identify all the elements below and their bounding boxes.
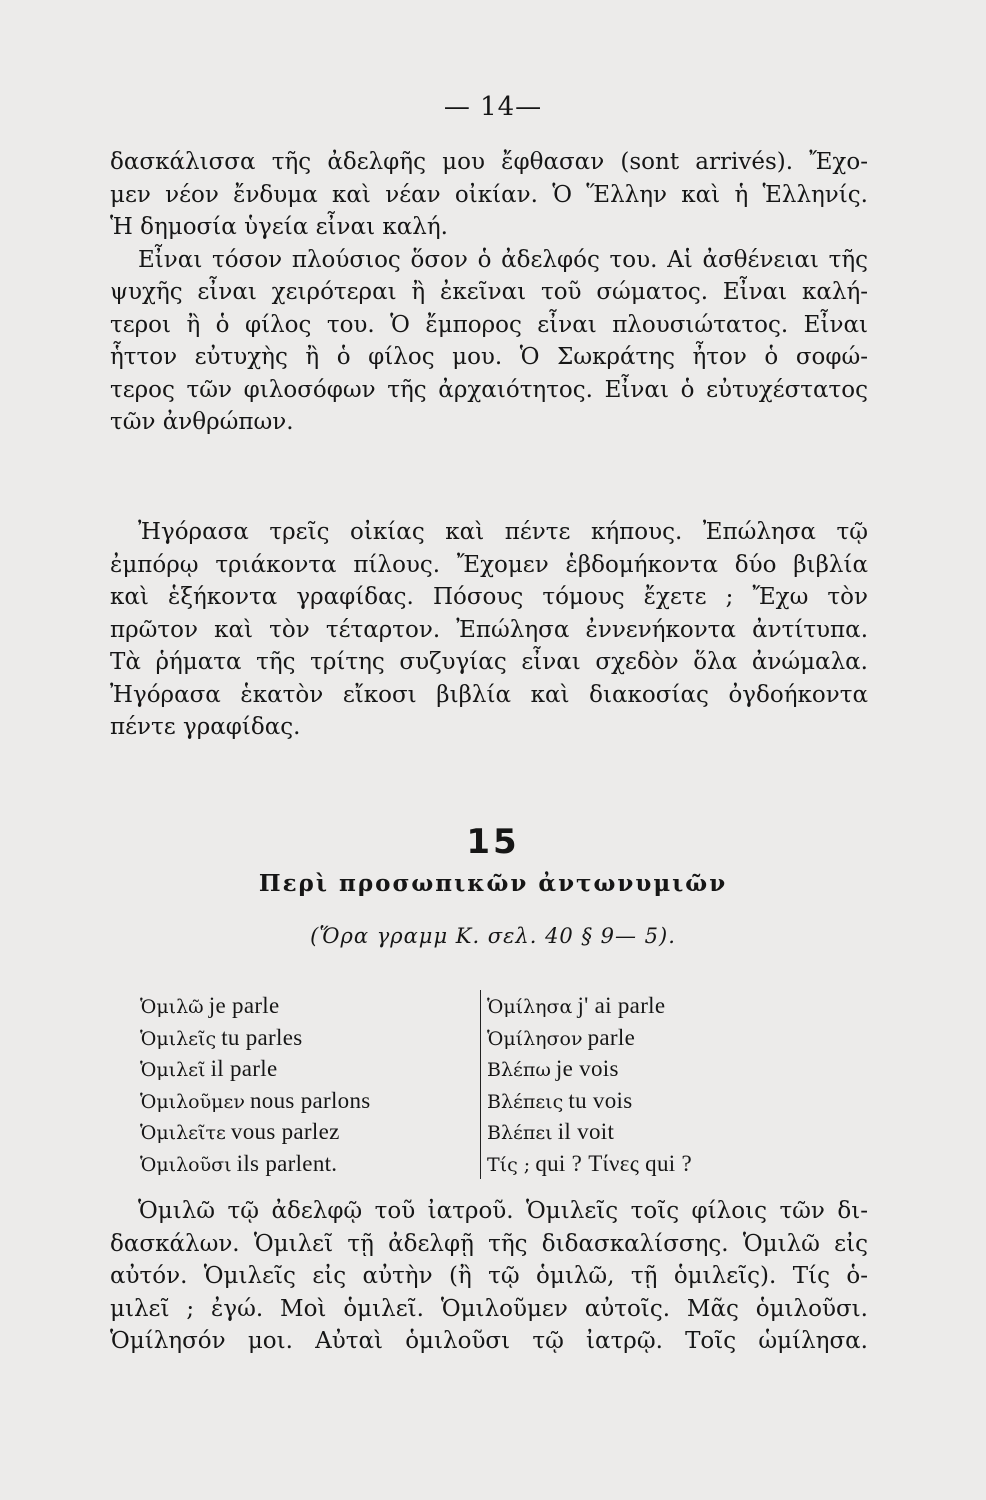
text-line: πρῶτον καὶ τὸν τέταρτον. Ἐπώλησα ἐννενήκοντα ἀντίτυπα. [110, 616, 868, 643]
greek-verb: Ὁμιλεῖς [140, 1027, 217, 1050]
french-translation: j' ai parle [577, 993, 666, 1018]
conjugation-row [140, 990, 371, 1022]
greek-verb: Βλέπεις [487, 1090, 564, 1113]
text-line: ψυχῆς εἶναι χειρότεραι ἢ ἐκεῖναι τοῦ σώματος. Εἶναι καλή- [110, 279, 868, 305]
conjugation-row [487, 1085, 692, 1117]
text-line: Ἠγόρασα ἑκατὸν εἴκοσι βιβλία καὶ διακοσίας ὀγδοήκοντα [110, 681, 868, 708]
greek-verb: Ὁμίλησα [487, 996, 573, 1018]
text-line: Ἡ δημοσία ὑγεία εἶναι καλή. [110, 214, 448, 240]
conjugation-row [140, 1085, 371, 1117]
text-line: Ὁμίλησόν μοι. Αὐταὶ ὁμιλοῦσι τῷ ἰατρῷ. Τοῖς ὡμίλησα. [110, 1328, 868, 1354]
paragraph-1 [110, 146, 868, 439]
text-line: Εἶναι τόσον πλούσιος ὅσον ὁ ἀδελφός του. Αἱ ἀσθένειαι τῆς [138, 246, 868, 273]
french-translation: il voit [557, 1119, 615, 1144]
french-translation: tu parles [221, 1024, 303, 1050]
greek-verb: Ὁμιλοῦσι [140, 1153, 232, 1176]
page-number: — 14— [443, 92, 543, 122]
text-line: αὐτόν. Ὁμιλεῖς εἰς αὐτὴν (ἢ τῷ ὁμιλῶ, τῇ ὁμιλεῖς). Τίς ὁ- [110, 1263, 868, 1289]
text-line: πέντε γραφίδας. [110, 714, 301, 740]
conjugation-row [487, 1148, 692, 1180]
french-translation: nous parlons [250, 1087, 371, 1113]
greek-verb: Ὁμίλησον [487, 1027, 583, 1050]
conjugation-row [140, 1116, 371, 1148]
text-line: Ὁμιλῶ τῷ ἀδελφῷ τοῦ ἰατροῦ. Ὁμιλεῖς τοῖς φίλοις τῶν δι- [138, 1198, 868, 1224]
greek-verb: Βλέπει [487, 1122, 553, 1144]
french-translation: je parle [208, 993, 280, 1018]
paragraph-2 [110, 516, 868, 744]
text-line: μεν νέον ἔνδυμα καὶ νέαν οἰκίαν. Ὁ Ἕλλην καὶ ἡ Ἑλληνίς. [110, 181, 868, 208]
conjugation-row [487, 1022, 692, 1054]
french-translation: tu vois [568, 1087, 633, 1113]
text-line: ἐμπόρῳ τριάκοντα πίλους. Ἔχομεν ἑβδομήκοντα δύο βιβλία [110, 551, 868, 578]
greek-verb: Ὁμιλῶ [140, 996, 204, 1018]
greek-verb: Ὁμιλεῖτε [140, 1122, 226, 1144]
french-translation: qui ? Τίνες qui ? [535, 1150, 693, 1176]
french-translation: je vois [555, 1056, 619, 1081]
conjugation-row [140, 1053, 371, 1085]
text-line: μιλεῖ ; ἐγώ. Μοὶ ὁμιλεῖ. Ὁμιλοῦμεν αὐτοῖς. Μᾶς ὁμιλοῦσι. [110, 1295, 868, 1322]
conjugation-right-column [480, 990, 692, 1179]
conjugation-row [487, 1116, 692, 1148]
text-line: δασκάλων. Ὁμιλεῖ τῇ ἀδελφῇ τῆς διδασκαλίσσης. Ὁμιλῶ εἰς [110, 1230, 868, 1257]
french-translation: il parle [210, 1056, 278, 1081]
greek-verb: Βλέπω [487, 1059, 551, 1081]
greek-verb: Τίς ; [487, 1153, 531, 1176]
text-line: ἧττον εὐτυχὴς ἢ ὁ φίλος μου. Ὁ Σωκράτης ἦτον ὁ σοφώ- [110, 344, 868, 370]
paragraph-3 [110, 1195, 868, 1358]
section-title: Περὶ προσωπικῶν ἀντωνυμιῶν [258, 870, 728, 897]
text-line: καὶ ἑξήκοντα γραφίδας. Πόσους τόμους ἔχετε ; Ἔχω τὸν [110, 584, 868, 610]
french-translation: ils parlent. [236, 1150, 338, 1176]
conjugation-left-column [140, 990, 371, 1179]
text-line: τερος τῶν φιλοσόφων τῆς ἀρχαιότητος. Εἶναι ὁ εὐτυχέστατος [110, 376, 868, 403]
greek-verb: Ὁμιλοῦμεν [140, 1090, 245, 1113]
conjugation-row [487, 990, 692, 1022]
text-line: τεροι ἢ ὁ φίλος του. Ὁ ἔμπορος εἶναι πλουσιώτατος. Εἶναι [110, 311, 868, 338]
text-line: Ἠγόρασα τρεῖς οἰκίας καὶ πέντε κήπους. Ἐπώλησα τῷ [138, 519, 868, 545]
greek-verb: Ὁμιλεῖ [140, 1059, 206, 1081]
conjugation-row [487, 1053, 692, 1085]
section-reference: (Ὅρα γραμμ Κ. σελ. 40 § 9— 5). [310, 924, 676, 948]
text-line: δασκάλισσα τῆς ἀδελφῆς μου ἔφθασαν (sont arrivés). Ἔχο- [110, 149, 868, 175]
french-translation: vous parlez [230, 1119, 340, 1144]
text-line: Τὰ ῥήματα τῆς τρίτης συζυγίας εἶναι σχεδὸν ὅλα ἀνώμαλα. [110, 649, 868, 675]
text-line: τῶν ἀνθρώπων. [110, 409, 294, 435]
conjugation-row [140, 1022, 371, 1054]
french-translation: parle [587, 1024, 636, 1050]
conjugation-row [140, 1148, 371, 1180]
lesson-number: 15 [466, 822, 520, 862]
